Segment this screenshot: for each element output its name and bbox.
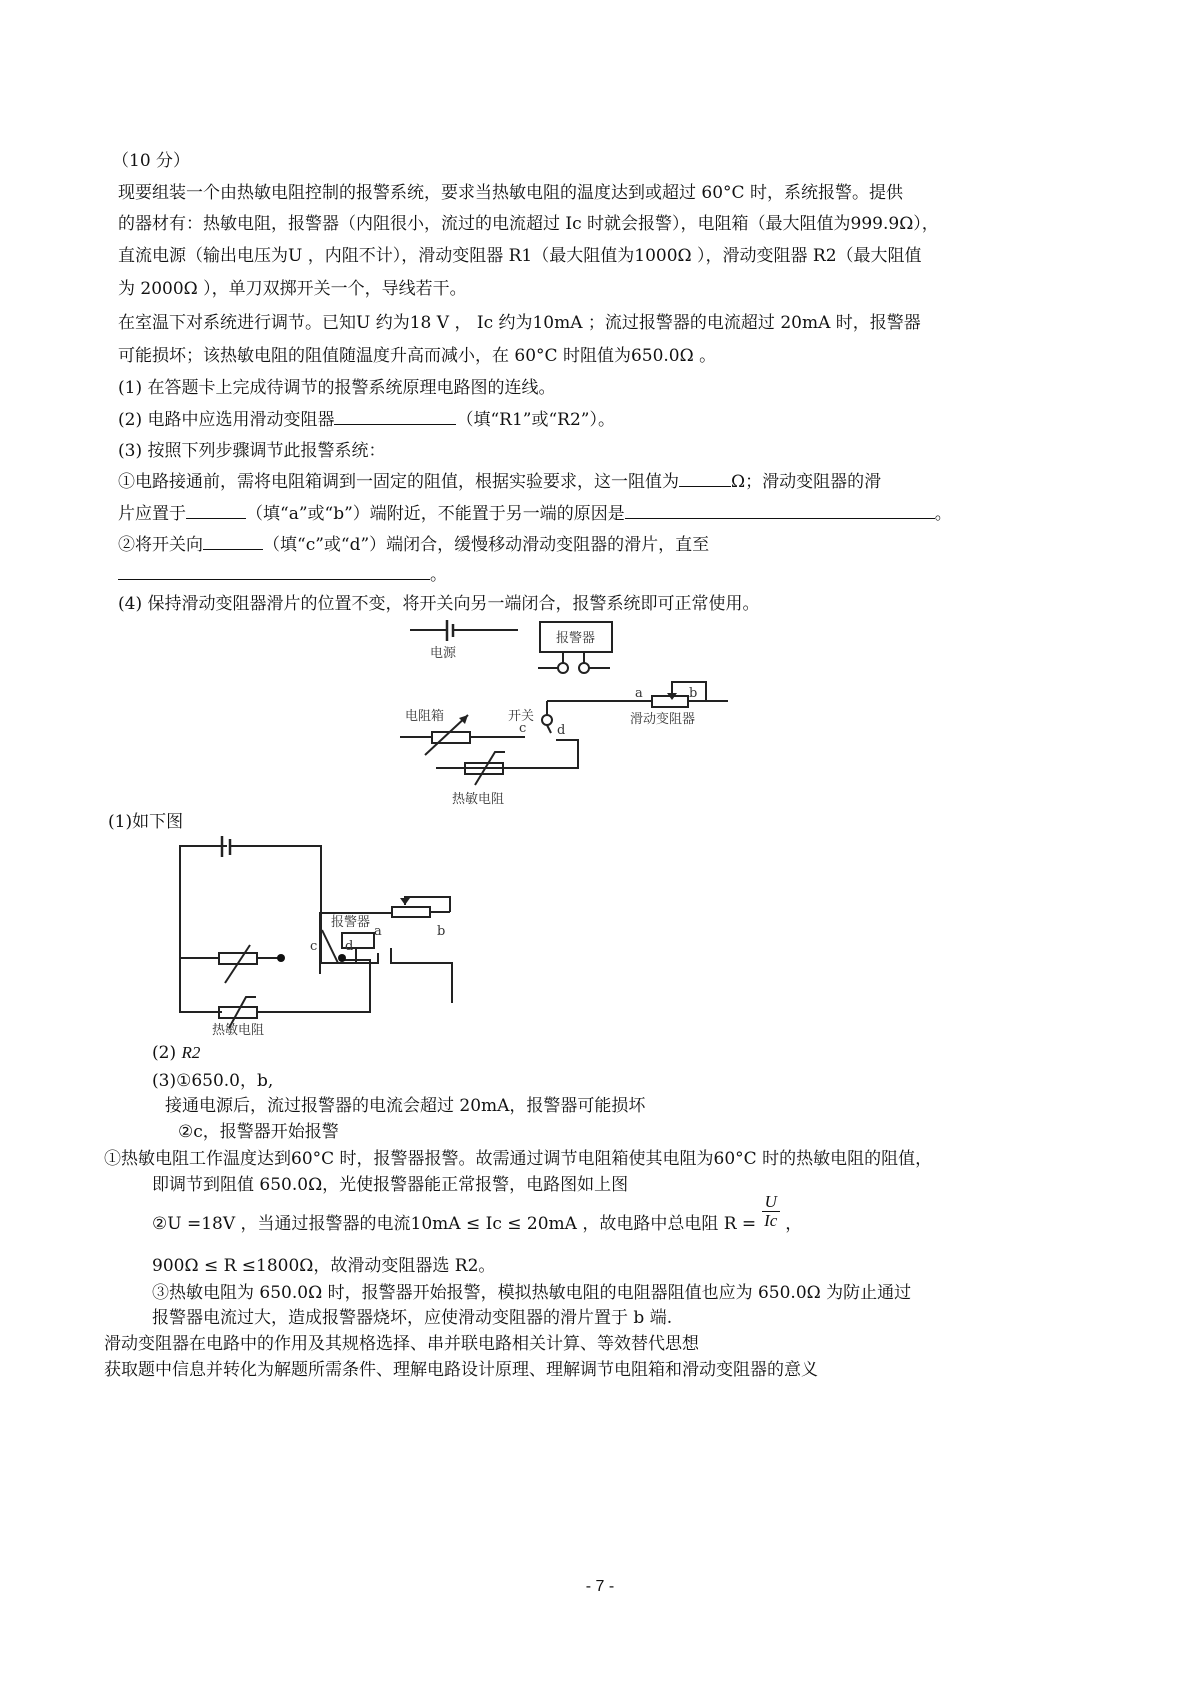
answer-node-c (277, 954, 285, 962)
switch-blade (547, 725, 551, 733)
label-a: a (635, 686, 643, 701)
label-c: c (519, 721, 527, 736)
thermistor-mark (475, 752, 505, 785)
fraction-denominator: Ic (764, 1211, 778, 1230)
analysis-line-5: ③热敏电阻为 650.0Ω 时，报警器开始报警，模拟热敏电阻的电阻器阻值也应为 650.0Ω 为防止通过 (152, 1283, 912, 1303)
part-3-1b-prefix: 片应置于 (118, 504, 186, 524)
answer-label-alarm: 报警器 (331, 915, 371, 930)
analysis-line-6: 报警器电流过大，造成报警器烧坏，应使滑动变阻器的滑片置于 b 端. (152, 1308, 673, 1328)
answer-wire-outer (180, 846, 227, 1012)
part-3-2-suffix: （填“c”或“d”）端闭合，缓慢移动滑动变阻器的滑片，直至 (263, 535, 710, 555)
part-3-2-end-mark: 。 (430, 565, 447, 585)
part-1: (1) 在答题卡上完成待调节的报警系统原理电路图的连线。 (118, 378, 556, 398)
intro-line-3: 直流电源（输出电压为U ，内阻不计），滑动变阻器 R1（最大阻值为1000Ω ），滑动变阻器 R2（最大阻值 (118, 246, 922, 266)
answer-3-1-reason: 接通电源后，流过报警器的电流会超过 20mA，报警器可能损坏 (165, 1096, 646, 1116)
intro-line-6: 可能损坏；该热敏电阻的阻值随温度升高而减小，在 60°C 时阻值为650.0Ω 。 (118, 346, 717, 366)
part-2-suffix: （填“R1”或“R2”）。 (456, 410, 615, 430)
fraction-numerator: U (762, 1193, 780, 1212)
part-3-1b-suffix: 。 (934, 504, 952, 524)
answer-thermistor-body (219, 1007, 257, 1018)
wire-d (465, 740, 578, 768)
label-d: d (557, 723, 566, 738)
analysis-line-3-text: ②U =18V ，当通过报警器的电流10mA ≤ Ic ≤ 20mA ，故电路中总电阻 R = (152, 1214, 757, 1234)
analysis-line-1: ①热敏电阻工作温度达到60°C 时，报警器报警。故需通过调节电阻箱使其电阻为60°C 时的热敏电阻的阻值， (104, 1149, 933, 1169)
intro-line-4: 为 2000Ω ），单刀双掷开关一个，导线若干。 (118, 279, 467, 299)
part-3-2-prefix: ②将开关向 (118, 535, 203, 555)
answer-blank-rheostat[interactable] (334, 408, 456, 425)
answer-switch-blade (322, 930, 338, 963)
rheostat-body (652, 696, 688, 707)
resistor-box-arrow (425, 715, 468, 755)
analysis-line-2: 即调节到阻值 650.0Ω，光使报警器能正常报警，电路图如上图 (152, 1175, 629, 1195)
answer-wire-alarm-left (230, 846, 378, 963)
answer-resistor-box (219, 953, 257, 964)
page-number: - 7 - (585, 1578, 615, 1595)
resistor-box-body (432, 732, 470, 743)
answer-label-b: b (437, 924, 446, 939)
box-arrow-head (459, 715, 468, 724)
label-switch: 开关 (508, 709, 535, 724)
intro-line-1: 现要组装一个由热敏电阻控制的报警系统，要求当热敏电阻的温度达到或超过 60°C 时，系统报警。提供 (118, 183, 903, 203)
label-alarm: 报警器 (556, 631, 596, 646)
answer-3-1: (3)①650.0，b, (152, 1071, 274, 1091)
intro-line-2: 的器材有：热敏电阻，报警器（内阻很小，流过的电流超过 Ic 时就会报警），电阻箱（最大阻值为999.9Ω）， (118, 214, 939, 234)
part-3-1b (118, 502, 952, 525)
answer-label-c: c (310, 939, 318, 954)
answer-2-value: R2 (181, 1043, 201, 1062)
label-power: 电源 (430, 646, 457, 661)
answer-blank-resistance[interactable] (679, 470, 731, 487)
part-2-prefix: (2) 电路中应选用滑动变阻器 (118, 410, 335, 430)
part-3-1a-prefix: ①电路接通前，需将电阻箱调到一固定的阻值，根据实验要求，这一阻值为 (118, 472, 679, 492)
label-resistor-box: 电阻箱 (405, 709, 445, 724)
answer-2-prefix: (2) (152, 1043, 177, 1063)
score-label: （10 分） (112, 151, 191, 171)
answer-alarm-box (342, 933, 374, 948)
rheostat-slider-wire (672, 682, 706, 701)
label-thermistor: 热敏电阻 (452, 792, 505, 807)
part-4: (4) 保持滑动变阻器滑片的位置不变，将开关向另一端闭合，报警系统即可正常使用。 (118, 594, 760, 614)
analysis-line-4: 900Ω ≤ R ≤1800Ω，故滑动变阻器选 R2。 (152, 1256, 496, 1276)
fraction-u-over-ic (762, 1193, 780, 1230)
alarm-box (540, 622, 612, 652)
part-3-2 (118, 533, 709, 556)
alarm-terminal-left (558, 663, 568, 673)
answer-blank-reason[interactable] (625, 502, 935, 519)
analysis-line-3: ②U =18V ，当通过报警器的电流10mA ≤ Ic ≤ 20mA ，故电路中总电阻 R = $\frac{U}{Ic}$ ， (152, 1192, 803, 1234)
part-3-1a (118, 470, 881, 493)
answer-1: (1)如下图 (108, 812, 184, 832)
answer-label-d: d (345, 939, 354, 954)
part-3-1a-suffix: Ω；滑动变阻器的滑 (731, 472, 882, 492)
answer-label-a: a (374, 924, 382, 939)
answer-3-2: ②c，报警器开始报警 (178, 1122, 339, 1142)
thermistor-body (465, 763, 503, 774)
answer-2 (152, 1042, 200, 1064)
label-rheostat: 滑动变阻器 (630, 712, 696, 727)
intro-line-5: 在室温下对系统进行调节。已知U 约为18 V ， Ic 约为10mA ；流过报警器的电流超过 20mA 时，报警器 (118, 313, 921, 333)
part-3-2-end (118, 563, 447, 586)
ability-points: 获取题中信息并转化为解题所需条件、理解电路设计原理、理解调节电阻箱和滑动变阻器的意义 (104, 1360, 818, 1380)
slider-arrow-head (667, 693, 677, 700)
part-3: (3) 按照下列步骤调节此报警系统： (118, 441, 386, 461)
answer-label-thermistor: 热敏电阻 (212, 1023, 265, 1038)
knowledge-points: 滑动变阻器在电路中的作用及其规格选择、串并联电路相关计算、等效替代思想 (104, 1334, 699, 1354)
part-3-1b-mid: （填“a”或“b”）端附近，不能置于另一端的原因是 (246, 504, 625, 524)
alarm-terminal-right (579, 663, 589, 673)
part-2 (118, 408, 615, 431)
answer-box-arrow (225, 945, 250, 983)
label-b: b (689, 686, 698, 701)
answer-rheostat-body (392, 907, 430, 917)
answer-blank-switch[interactable] (203, 533, 263, 550)
answer-node-d (338, 954, 346, 962)
switch-pivot (542, 715, 552, 725)
answer-blank-end[interactable] (186, 502, 246, 519)
answer-blank-condition[interactable] (118, 563, 430, 580)
